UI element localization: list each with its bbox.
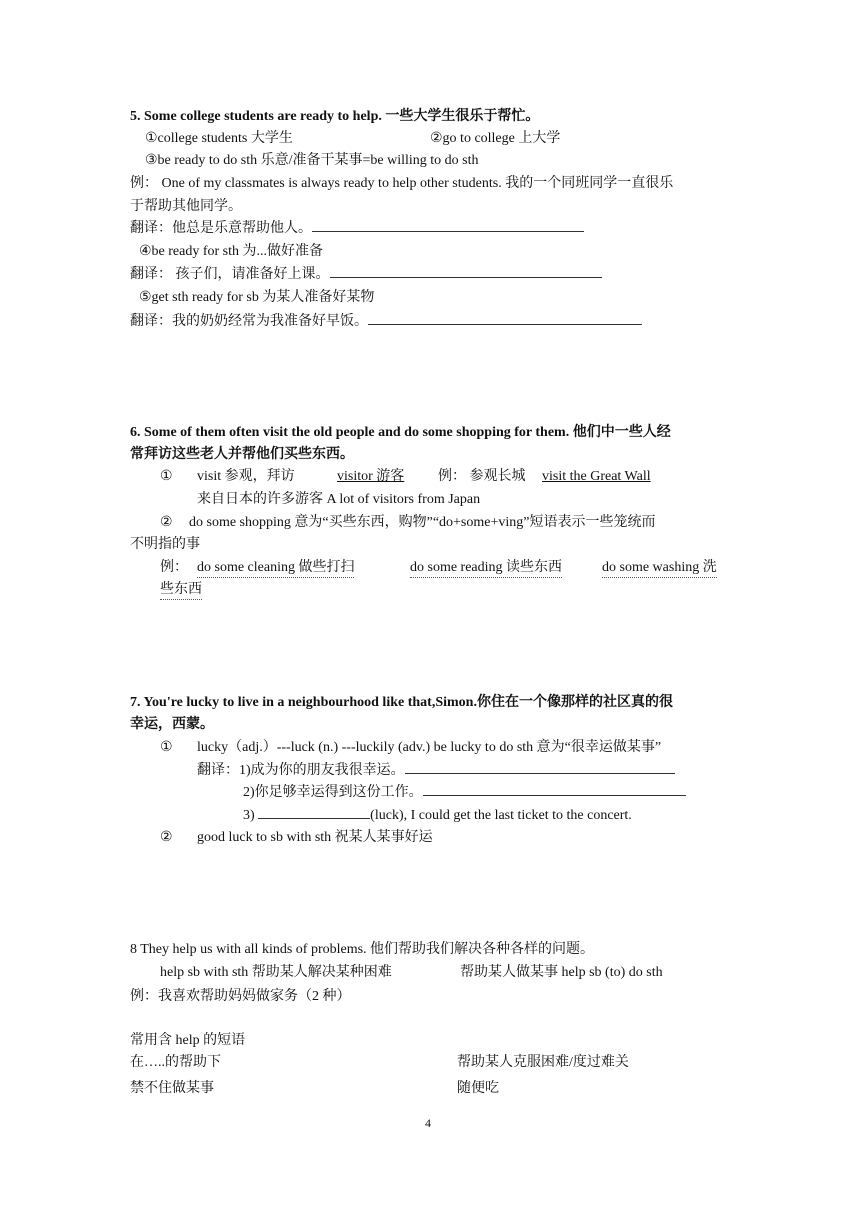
s5-point-4: ④be ready for sth 为...做好准备 bbox=[139, 244, 324, 259]
answer-blank[interactable] bbox=[423, 794, 686, 796]
s7-translate-2 bbox=[243, 784, 686, 802]
s7-translate-2-text: 2)你足够幸运得到这份工作。 bbox=[243, 785, 423, 800]
s5-point-5: ⑤get sth ready for sb 为某人准备好某物 bbox=[139, 290, 375, 305]
s5-translate-2 bbox=[130, 266, 602, 284]
s6-example-2: do some reading 读些东西 bbox=[410, 559, 562, 578]
s6-item-2-text: do some shopping 意为“买些东西，购物”“do+some+ving”短语表示一些笼统而 bbox=[189, 515, 656, 530]
answer-blank[interactable] bbox=[368, 323, 642, 325]
s8-phrase-2: 帮助某人克服困难/度过难关 bbox=[457, 1055, 629, 1070]
s7-translate-3 bbox=[243, 807, 632, 825]
s6-item-1-visitor: visitor 游客 bbox=[337, 469, 405, 484]
s7-translate-3-pre: 3) bbox=[243, 808, 259, 823]
page-number: 4 bbox=[425, 1116, 431, 1130]
s6-item-2-text-line2: 不明指的事 bbox=[130, 537, 200, 552]
s5-translate-2-text: 翻译： 孩子们，请准备好上课。 bbox=[130, 267, 330, 282]
s5-point-1b: ②go to college 上大学 bbox=[430, 131, 561, 146]
s5-example-line1: 例： One of my classmates is always ready to help other students. 我的一个同班同学一直很乐 bbox=[130, 176, 674, 191]
s7-item-1-text: lucky（adj.）---luck (n.) ---luckily (adv.) be lucky to do sth 意为“很幸运做某事” bbox=[197, 740, 662, 755]
section-8-title: 8 They help us with all kinds of problems. 他们帮助我们解决各种各样的问题。 bbox=[130, 942, 595, 957]
s6-item-1-example-label: 例： 参观长城 bbox=[438, 469, 526, 484]
s6-item-1-line2: 来自日本的许多游客 A lot of visitors from Japan bbox=[197, 492, 481, 507]
s5-example-line2: 于帮助其他同学。 bbox=[130, 199, 242, 214]
s5-point-3: ③be ready to do sth 乐意/准备干某事=be willing to do sth bbox=[145, 153, 479, 168]
s8-line-1b: 帮助某人做某事 help sb (to) do sth bbox=[460, 965, 663, 980]
s6-item-2-number: ② bbox=[160, 515, 173, 530]
s5-translate-3 bbox=[130, 313, 642, 331]
section-5-title: 5. Some college students are ready to help. 一些大学生很乐于帮忙。 bbox=[130, 109, 540, 124]
s7-translate-3-post: (luck), I could get the last ticket to the concert. bbox=[370, 808, 632, 823]
section-7-title-line2: 幸运，西蒙。 bbox=[130, 717, 214, 732]
section-6-title-line2: 常拜访这些老人并帮他们买些东西。 bbox=[130, 447, 354, 462]
s8-line-1a: help sb with sth 帮助某人解决某种困难 bbox=[160, 965, 392, 980]
answer-blank[interactable] bbox=[405, 772, 675, 774]
answer-blank[interactable] bbox=[312, 230, 584, 232]
s8-phrase-1: 在…..的帮助下 bbox=[130, 1055, 221, 1070]
s6-example-1: do some cleaning 做些打扫 bbox=[197, 559, 354, 578]
s8-phrase-3: 禁不住做某事 bbox=[130, 1081, 214, 1096]
answer-blank[interactable] bbox=[330, 276, 602, 278]
s7-item-2-text: good luck to sb with sth 祝某人某事好运 bbox=[197, 830, 433, 845]
s7-item-2-number: ② bbox=[160, 830, 173, 845]
s8-phrase-4: 随便吃 bbox=[457, 1081, 499, 1096]
s6-item-1-example: visit the Great Wall bbox=[542, 469, 651, 484]
answer-blank[interactable] bbox=[258, 817, 370, 819]
s5-translate-3-text: 翻译：我的奶奶经常为我准备好早饭。 bbox=[130, 314, 368, 329]
s6-example-label: 例： bbox=[160, 560, 188, 575]
section-6-title-line1: 6. Some of them often visit the old people and do some shopping for them. 他们中一些人经 bbox=[130, 425, 671, 440]
s5-translate-1 bbox=[130, 220, 584, 238]
s8-example: 例：我喜欢帮助妈妈做家务（2 种） bbox=[130, 989, 351, 1004]
s7-translate-1-text: 翻译：1)成为你的朋友我很幸运。 bbox=[197, 763, 405, 778]
s5-translate-1-text: 翻译：他总是乐意帮助他人。 bbox=[130, 221, 312, 236]
s6-example-3-line2: 些东西 bbox=[160, 581, 202, 600]
s6-example-3: do some washing 洗 bbox=[602, 559, 717, 578]
s8-phrases-title: 常用含 help 的短语 bbox=[130, 1033, 246, 1048]
section-7-title-line1: 7. You're lucky to live in a neighbourhood like that,Simon.你住在一个像那样的社区真的很 bbox=[130, 695, 673, 710]
s6-item-1-number: ① bbox=[160, 469, 173, 484]
s7-item-1-number: ① bbox=[160, 740, 173, 755]
s6-item-1-text: visit 参观，拜访 bbox=[197, 469, 295, 484]
s7-translate-1 bbox=[197, 762, 675, 780]
s5-point-1a: ①college students 大学生 bbox=[145, 131, 293, 146]
